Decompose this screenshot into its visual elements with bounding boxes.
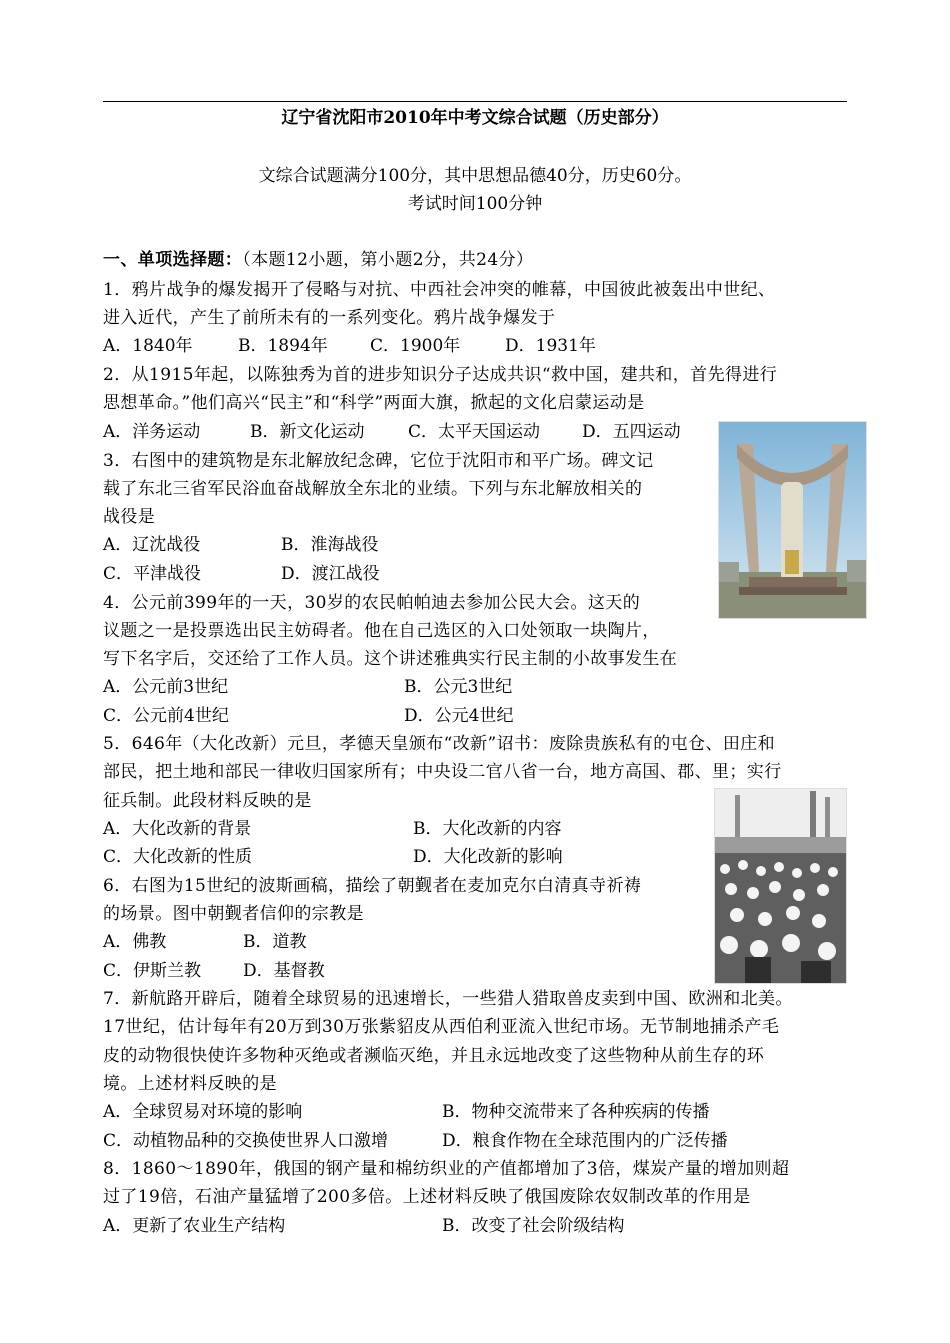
q2-line-1: 2．从1915年起，以陈独秀为首的进步知识分子达成共识“救中国，建共和，首先得进行	[103, 365, 778, 385]
section-label: 一、单项选择题：	[103, 250, 243, 270]
q2-option-c: C．太平天国运动	[408, 422, 541, 442]
q8-option-a: A．更新了农业生产结构	[103, 1216, 286, 1236]
q6-option-b: B．道教	[243, 932, 307, 952]
q5-line-3: 征兵制。此段材料反映的是	[103, 791, 312, 811]
q4-option-d: D．公元4世纪	[404, 706, 514, 726]
q5-option-c: C．大化改新的性质	[103, 847, 253, 867]
q8-line-1: 8．1860～1890年，俄国的钢产量和棉纺织业的产值都增加了3倍，煤炭产量的增加则超	[103, 1159, 790, 1179]
q3-line-3: 战役是	[103, 507, 156, 527]
section-note: （本题12小题，第小题2分，共24分）	[242, 250, 534, 270]
q6-option-a: A．佛教	[103, 932, 167, 952]
monument-icon	[719, 422, 866, 618]
q7-line-1: 7．新航路开辟后，随着全球贸易的迅速增长，一些猎人猎取兽皮卖到中国、欧洲和北美。	[103, 989, 793, 1009]
q3-line-1: 3．右图中的建筑物是东北解放纪念碑，它位于沈阳市和平广场。碑文记	[103, 451, 654, 471]
q1-line-2: 进入近代，产生了前所未有的一系列变化。鸦片战争爆发于	[103, 308, 556, 328]
q7-line-4: 境。上述材料反映的是	[103, 1074, 277, 1094]
q4-option-b: B．公元3世纪	[404, 677, 513, 697]
q1-option-d: D．1931年	[505, 336, 596, 356]
q3-line-2: 载了东北三省军民浴血奋战解放全东北的业绩。下列与东北解放相关的	[103, 479, 643, 499]
monument-photo	[718, 421, 867, 619]
q7-line-2: 17世纪，估计每年有20万到30万张紫貂皮从西伯利亚流入世纪市场。无节制地捕杀产毛	[103, 1017, 780, 1037]
q1-option-a: A．1840年	[103, 336, 193, 356]
q2-option-a: A．洋务运动	[103, 422, 201, 442]
q1-option-c: C．1900年	[370, 336, 461, 356]
q6-line-1: 6．右图为15世纪的波斯画稿，描绘了朝觐者在麦加克尔白清真寺祈祷	[103, 876, 642, 896]
q1-option-b: B．1894年	[238, 336, 328, 356]
q6-line-2: 的场景。图中朝觐者信仰的宗教是	[103, 904, 364, 924]
q4-line-1: 4．公元前399年的一天，30岁的农民帕帕迪去参加公民大会。这天的	[103, 593, 641, 613]
top-rule	[103, 101, 847, 102]
q5-option-d: D．大化改新的影响	[413, 847, 563, 867]
q5-option-a: A．大化改新的背景	[103, 819, 252, 839]
q7-option-b: B．物种交流带来了各种疾病的传播	[442, 1102, 710, 1122]
q3-option-c: C．平津战役	[103, 564, 202, 584]
q4-line-3: 写下名字后，交还给了工作人员。这个讲述雅典实行民主制的小故事发生在	[103, 649, 678, 669]
q7-option-d: D．粮食作物在全球范围内的广泛传播	[442, 1131, 728, 1151]
q1-line-1: 1．鸦片战争的爆发揭开了侵略与对抗、中西社会冲突的帷幕，中国彼此被轰出中世纪、	[103, 280, 776, 300]
section-heading	[103, 250, 533, 270]
page-title: 辽宁省沈阳市2010年中考文综合试题（历史部分）	[281, 108, 669, 128]
q2-line-2: 思想革命。”他们高兴“民主”和“科学”两面大旗，掀起的文化启蒙运动是	[103, 393, 645, 413]
q7-option-c: C．动植物品种的交换使世界人口激增	[103, 1131, 389, 1151]
q5-option-b: B．大化改新的内容	[413, 819, 562, 839]
mosque-crowd-icon	[715, 789, 846, 983]
q3-option-d: D．渡江战役	[281, 564, 380, 584]
q2-option-d: D．五四运动	[582, 422, 681, 442]
q4-line-2: 议题之一是投票选出民主妨碍者。他在自己选区的入口处领取一块陶片，	[103, 621, 660, 641]
q3-option-b: B．淮海战役	[281, 535, 379, 555]
q8-option-b: B．改变了社会阶级结构	[442, 1216, 625, 1236]
q6-option-d: D．基督教	[243, 961, 325, 981]
q2-option-b: B．新文化运动	[250, 422, 365, 442]
q7-option-a: A．全球贸易对环境的影响	[103, 1102, 303, 1122]
q5-line-1: 5．646年（大化改新）元旦，孝德天皇颁布“改新”诏书：废除贵族私有的屯仓、田庄和	[103, 734, 776, 754]
q6-option-c: C．伊斯兰教	[103, 961, 202, 981]
q8-line-2: 过了19倍，石油产量猛增了200多倍。上述材料反映了俄国废除农奴制改革的作用是	[103, 1187, 751, 1207]
q3-option-a: A．辽沈战役	[103, 535, 201, 555]
q4-option-a: A．公元前3世纪	[103, 677, 229, 697]
q5-line-2: 部民，把土地和部民一律收归国家所有；中央设二官八省一台，地方高国、郡、里；实行	[103, 762, 782, 782]
mecca-pilgrims-photo	[714, 788, 847, 984]
intro-line-2: 考试时间100分钟	[407, 194, 543, 214]
q4-option-c: C．公元前4世纪	[103, 706, 229, 726]
q7-line-3: 皮的动物很快使许多物种灭绝或者濒临灭绝，并且永远地改变了这些物种从前生存的环	[103, 1046, 765, 1066]
intro-line-1: 文综合试题满分100分，其中思想品德40分，历史60分。	[258, 166, 692, 186]
